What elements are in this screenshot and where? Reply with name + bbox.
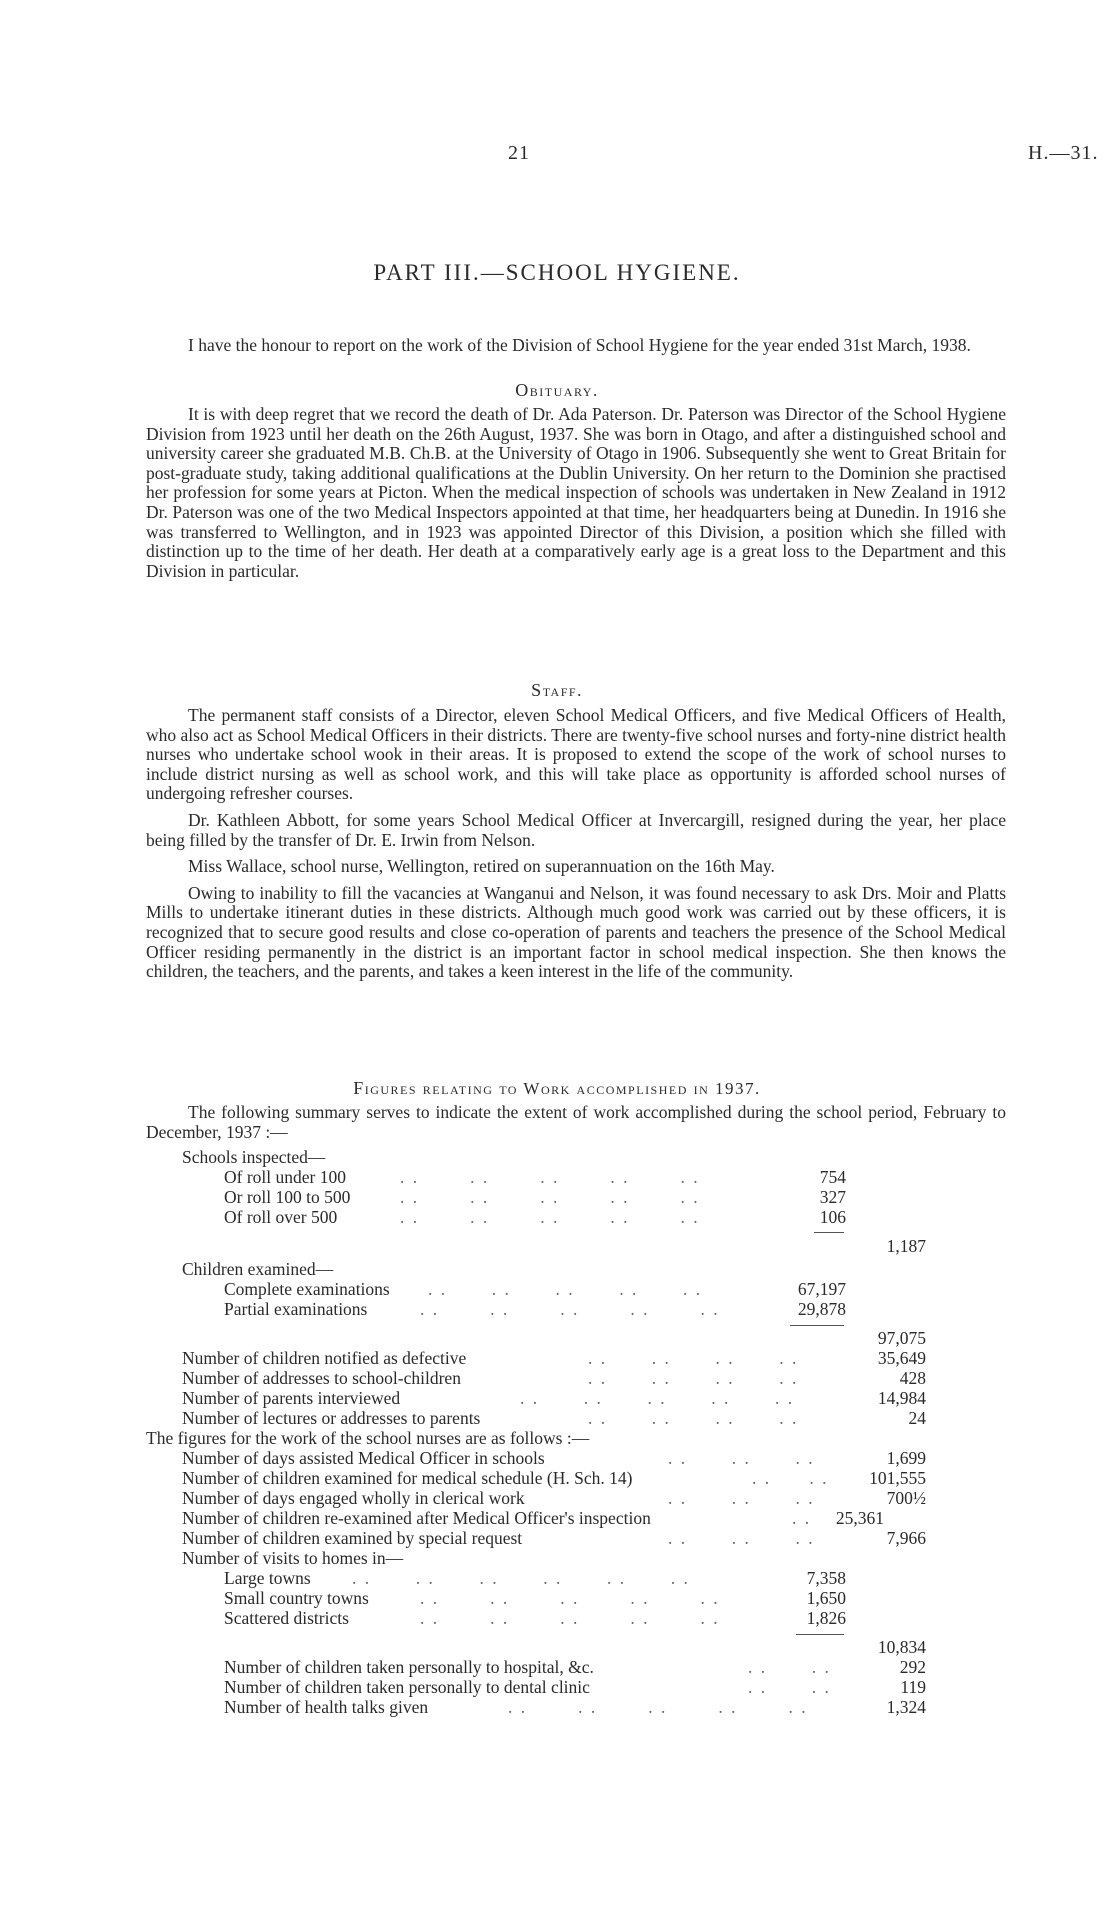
stat-row: Of roll under 100 . . . . . . . . . . 754 bbox=[224, 1167, 846, 1187]
stat-row: Number of days assisted Medical Officer in schools . . . . . . 1,699 bbox=[182, 1448, 926, 1468]
stat-row: Scattered districts . . . . . . . . . . 1,826 bbox=[224, 1608, 846, 1628]
stat-row: Complete examinations . . . . . . . . . . 67,197 bbox=[224, 1279, 846, 1299]
subtotal-rule bbox=[796, 1634, 844, 1635]
stat-row: Number of children taken personally to dental clinic . . . . 119 bbox=[224, 1677, 926, 1697]
stat-row: Number of addresses to school-children . . . . . . . . 428 bbox=[182, 1368, 926, 1388]
staff-heading: Staff. bbox=[531, 680, 583, 700]
stat-row: Number of lectures or addresses to parents . . . . . . . . 24 bbox=[182, 1408, 926, 1428]
figures-heading: Figures relating to Work accomplished in 1937. bbox=[353, 1078, 761, 1098]
staff-paragraph-4: Owing to inability to fill the vacancies at Wanganui and Nelson, it was found necessary to ask Drs. Moir and Platts Mills to undertake itinerant duties in these districts. Although much good work was carried out by these officers, it is recognized that to secure good results and close co-operation of parents and teachers the presence of the School Medical Officer residing permanently in the district is an important factor in school medical inspection. She then knows the children, the teachers, and the parents, and takes a keen interest in the life of the community. bbox=[146, 882, 1006, 982]
stat-row: Number of children examined for medical schedule (H. Sch. 14) . . . . 101,555 bbox=[182, 1468, 926, 1488]
staff-section bbox=[146, 706, 1006, 982]
stat-row: Number of children examined by special request . . . . . . 7,966 bbox=[182, 1528, 926, 1548]
stat-row: Partial examinations . . . . . . . . . . 29,878 bbox=[224, 1299, 846, 1319]
part-title: PART III.—SCHOOL HYGIENE. bbox=[373, 260, 741, 285]
figures-intro-paragraph bbox=[146, 1103, 1006, 1142]
stat-row: Number of children taken personally to hospital, &c. . . . . 292 bbox=[224, 1657, 926, 1677]
intro-text: I have the honour to report on the work of the Division of School Hygiene for the year ended 31st March, 1938. bbox=[188, 335, 971, 355]
intro-paragraph bbox=[146, 336, 1006, 356]
staff-paragraph-3: Miss Wallace, school nurse, Wellington, retired on superannuation on the 16th May. bbox=[188, 856, 775, 877]
document-reference: H.—31. bbox=[1028, 142, 1099, 164]
children-total-row: 97,075 bbox=[877, 1328, 926, 1348]
stat-row: Small country towns . . . . . . . . . . 1,650 bbox=[224, 1588, 846, 1608]
obituary-text: It is with deep regret that we record the death of Dr. Ada Paterson. Dr. Paterson was Director of the School Hygiene Division from 1923 until her death on the 26th August, 1937. She was born in Otago, and after a distinguished school and university career she graduated M.B. Ch.B. at the University of Otago in 1906. Subsequently she went to Great Britain for post-graduate study, taking additional qualifications at the Dublin University. On her return to the Dominion she practised her profession for some years at Picton. When the medical inspection of schools was undertaken in New Zealand in 1912 Dr. Paterson was one of the two Medical Inspectors appointed at that time, her headquarters being at Dunedin. In 1916 she was transferred to Wellington, and in 1923 was appointed Director of this Division, a position which she filled with distinction up to the time of her death. Her death at a comparatively early age is a great loss to the Department and this Division in particular. bbox=[146, 404, 1006, 581]
staff-paragraph-1: The permanent staff consists of a Director, eleven School Medical Officers, and five Medical Officers of Health, who also act as School Medical Officers in their districts. There are twenty-five school nurses and forty-nine district health nurses who undertake school wook in their areas. It is proposed to extend the scope of the work of school nurses to include district nursing as well as school work, and this will take place as opportunity is afforded school nurses of undergoing refresher courses. bbox=[146, 705, 1007, 804]
obituary-paragraph bbox=[146, 405, 1006, 581]
staff-paragraph-2: Dr. Kathleen Abbott, for some years School Medical Officer at Invercargill, resigned during the year, her place being filled by the transfer of Dr. E. Irwin from Nelson. bbox=[146, 809, 1006, 850]
stat-row: Number of health talks given . . . . . . . . . . 1,324 bbox=[224, 1697, 926, 1717]
figures-intro-text: The following summary serves to indicate the extent of work accomplished during the school period, February to December, 1937 :— bbox=[146, 1102, 1006, 1142]
page-number: 21 bbox=[508, 142, 530, 164]
visits-total-row: 10,834 bbox=[877, 1637, 926, 1657]
document-page: 21 H.—31. PART III.—SCHOOL HYGIENE. I have the honour to report on the work of the Division of School Hygiene for the year ended 31st March, 1938. Obituary. It is with deep regret that we record the death of Dr. Ada Paterson. Dr. Paterson was Director of the School Hygiene Division from 1923 until her death on the 26th August, 1937. She was born in Otago, and after a distinguished school and university career she graduated M.B. Ch.B. at the University of Otago in 1906. Subsequently she went to Great Britain for post-graduate study, taking additional qualifications at the Dublin University. On her return to the Dominion she practised her profession for some years at Picton. When the medical inspection of schools was undertaken in New Zealand in 1912 Dr. Paterson was one of the two Medical Inspectors appointed at that time, her headquarters being at Dunedin. In 1916 she was transferred to Wellington, and in 1923 was appointed Director of this Division, a position which she filled with distinction up to the time of her death. Her death at a comparatively early age is a great loss to the Department and this Division in particular. Staff. The permanent staff consists of a Director, eleven School Medical Officers, and five Medical Officers of Health, who also act as School Medical Officers in their districts. There are twenty-five school nurses and forty-nine district health nurses who undertake school wook in their areas. It is proposed to extend the scope of the work of school nurses to include district nursing as well as school work, and this will take place as opportunity is afforded school nurses of undergoing refresher courses. Dr. Kathleen Abbott, for some years School Medical Officer at Invercargill, resigned during the year, her place being filled by the transfer of Dr. E. Irwin from Nelson. Miss Wallace, school nurse, Wellington, retired on superannuation on the 16th May. Owing to inability to fill the vacancies at Wanganui and Nelson, it was found necessary to ask Drs. Moir and Platts Mills to undertake itinerant duties in these districts. Although much good work was carried out by these officers, it is recognized that to secure good results and close co-operation of parents and teachers the presence of the School Medical Officer residing permanently in the district is an important factor in school medical inspection. She then knows the children, the teachers, and the parents, and takes a keen interest in the life of the community. Figures relating to Work accomplished in 1937. The following summary serves to indicate the extent of work accomplished during the school period, February to December, 1937 :— Schools inspected— Of roll under 100 . . . . . . . . . . 754 Or roll 100 to 500 . . . . . . . . . . 327 Of roll over 500 . . . . . . . . . . 106 1,187 Children examined— Complete examinations . . . . . . . . . . 67,197 Partial examinations . . . . . . . . . . 29,878 97,075 Number of children notified as defective . . . . . . . . 35,649 Number of addresses to school-children . . . . . . . . 428 Number of parents interviewed . . . . . . . . . . 14,984 Number of lectures or addresses to parents . . . . . . . . 24 The figures for the work of the school nurses are as follows :— Number of days assisted Medical Officer in schools . . . . . . 1,699 Number of children examined for medical schedule (H. Sch. 14) . . . . 101,555 Number of days engaged wholly in clerical work . . . . . . 700½ Number of children re-examined after Medical Officer's inspection . . 25,361 Number of children examined by special request . . . . . . 7,966 Number of visits to homes in— Large towns . . . . . . . . . . . . 7,358 Small country towns . . . . . . . . . . 1,650 Scattered districts . . . . . . . . . . 1,826 10,834 Number of children taken personally to hospital, &c. . . . . 292 Number of children taken personally to dental clinic . . . . 119 Number of health talks given . . . . . . . . . . 1,324 bbox=[0, 0, 1114, 1913]
stat-row: Large towns . . . . . . . . . . . . 7,358 bbox=[224, 1568, 846, 1588]
schools-total-row: 1,187 bbox=[886, 1236, 926, 1256]
stat-row: Number of parents interviewed . . . . . . . . . . 14,984 bbox=[182, 1388, 926, 1408]
obituary-heading: Obituary. bbox=[515, 380, 599, 400]
subtotal-rule bbox=[790, 1325, 844, 1326]
stat-row: Or roll 100 to 500 . . . . . . . . . . 327 bbox=[224, 1187, 846, 1207]
stat-row: Number of days engaged wholly in clerical work . . . . . . 700½ bbox=[182, 1488, 926, 1508]
stat-row: Number of children notified as defective . . . . . . . . 35,649 bbox=[182, 1348, 926, 1368]
stat-row: Number of children re-examined after Medical Officer's inspection . . 25,361 bbox=[182, 1508, 884, 1528]
subtotal-rule bbox=[814, 1232, 844, 1233]
stat-row: Of roll over 500 . . . . . . . . . . 106 bbox=[224, 1207, 846, 1227]
